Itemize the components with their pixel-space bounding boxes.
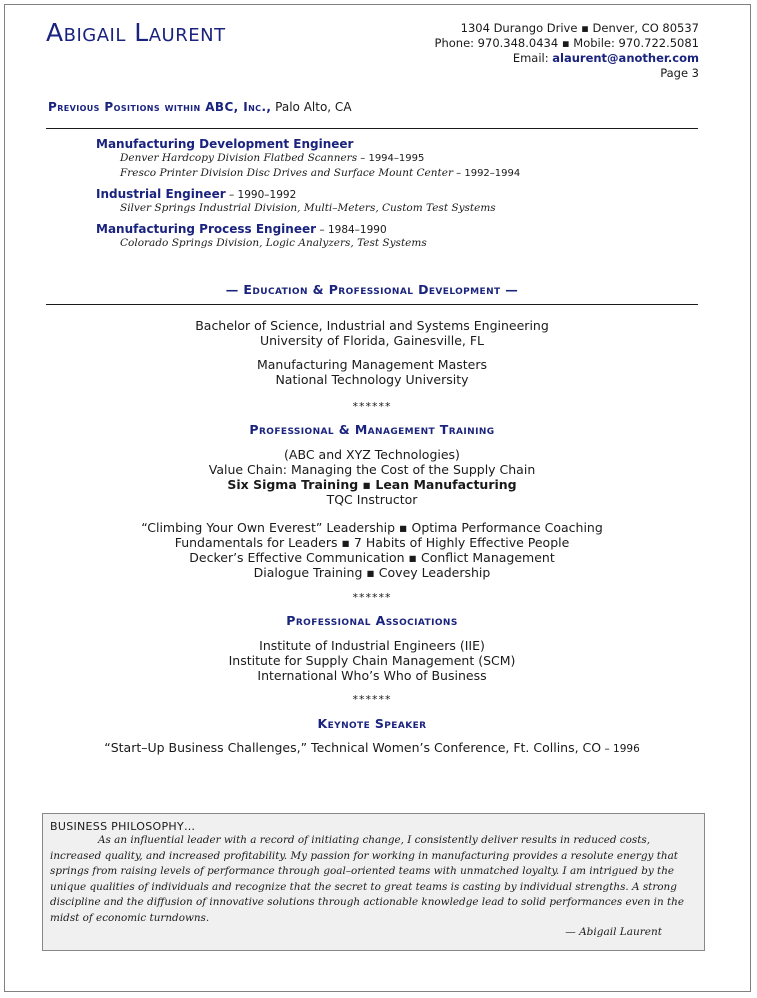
business-philosophy-box [42,813,705,951]
job-detail [96,166,520,181]
phone-numbers: Phone: 970.348.0434 ▪ Mobile: 970.722.5081 [434,36,699,50]
job-detail-dates: – 1994–1995 [357,153,425,164]
philosophy-signature: — Abigail Laurent [565,926,662,938]
contact-block [435,21,699,81]
previous-positions-title: Previous Positions within ABC, Inc., [48,100,272,114]
keynote-year: – 1996 [601,743,640,755]
training-item: Fundamentals for Leaders ▪ 7 Habits of Highly Effective People [174,535,570,550]
job-detail-text: Silver Springs Industrial Division, Multi–Meters, Custom Test Systems [120,202,496,214]
associations-heading [46,613,698,628]
previous-positions-location: Palo Alto, CA [271,100,352,114]
job-title: Manufacturing Process Engineer [96,222,317,236]
job-detail [96,151,520,166]
keynote-title: Keynote Speaker [317,716,427,731]
job-dates: – 1984–1990 [316,224,387,236]
job-title: Industrial Engineer [96,187,226,201]
job-dates: – 1990–1992 [225,189,297,201]
degree: Manufacturing Management Masters [256,357,487,372]
job-entry [96,137,520,181]
degree: Bachelor of Science, Industrial and Systems Engineering [195,318,549,333]
job-title: Manufacturing Development Engineer [96,137,354,151]
education-heading [46,282,698,297]
association-item: Institute for Supply Chain Management (SCM) [228,653,516,668]
email-line [435,51,699,66]
education-list [46,318,698,387]
training-item: Dialogue Training ▪ Covey Leadership [253,565,491,580]
keynote-line [46,740,698,757]
keynote-text: “Start–Up Business Challenges,” Technical Women’s Conference, Ft. Collins, CO [104,740,602,755]
job-detail-dates: – 1992–1994 [452,168,521,179]
association-item: International Who’s Who of Business [257,668,487,683]
philosophy-heading: BUSINESS PHILOSOPHY… [50,820,196,833]
previous-positions-heading [48,100,352,114]
job-entry [96,222,520,251]
training-item: “Climbing Your Own Everest” Leadership ▪ Optima Performance Coaching [141,520,603,535]
job-detail-text: Fresco Printer Division Disc Drives and Surface Mount Center [120,167,453,179]
training-item: Six Sigma Training ▪ Lean Manufacturing [227,477,517,492]
separator: ****** [352,693,392,706]
separator: ****** [352,400,392,413]
separator: ****** [352,591,392,604]
school: National Technology University [275,372,469,387]
association-item: Institute of Industrial Engineers (IIE) [259,638,485,653]
school: University of Florida, Gainesville, FL [259,333,485,348]
page-number: Page 3 [660,66,699,80]
email-label: Email: [512,51,549,65]
candidate-name: Abigail Laurent [46,18,226,47]
job-list [96,137,520,257]
education-title: — Education & Professional Development — [225,282,519,297]
training-item: (ABC and XYZ Technologies) [284,447,460,462]
job-detail [96,201,520,216]
job-entry [96,187,520,216]
section-divider [46,128,698,129]
job-detail [96,236,520,251]
email-link[interactable]: alaurent@another.com [552,51,699,65]
training-item: Value Chain: Managing the Cost of the Supply Chain [208,462,536,477]
job-detail-text: Denver Hardcopy Division Flatbed Scanners [120,152,358,164]
training-title: Professional & Management Training [249,422,495,437]
training-list [46,447,698,580]
associations-title: Professional Associations [286,613,458,628]
address: 1304 Durango Drive ▪ Denver, CO 80537 [460,21,699,35]
training-heading [46,422,698,437]
associations-list [46,638,698,683]
job-detail-text: Colorado Springs Division, Logic Analyzers, Test Systems [120,237,427,249]
section-divider [46,304,698,305]
training-item: Decker’s Effective Communication ▪ Conflict Management [189,550,555,565]
training-item: TQC Instructor [326,492,418,507]
keynote-heading [46,716,698,731]
philosophy-text: As an influential leader with a record of initiating change, I consistently deliver results in reduced costs, increased quality, and increased profitability. My passion for working in manufacturing provides a resolute energy that springs from raising levels of performance through goal–oriented teams with unmatched loyalty. I am intrigued by the unique qualities of individuals and recognize that the secret to great teams is casting by individual strengths. A strong discipline and the diffusion of innovative solutions through actionable knowledge lead to solid performances even in the midst of economic turndowns. [50,834,685,924]
